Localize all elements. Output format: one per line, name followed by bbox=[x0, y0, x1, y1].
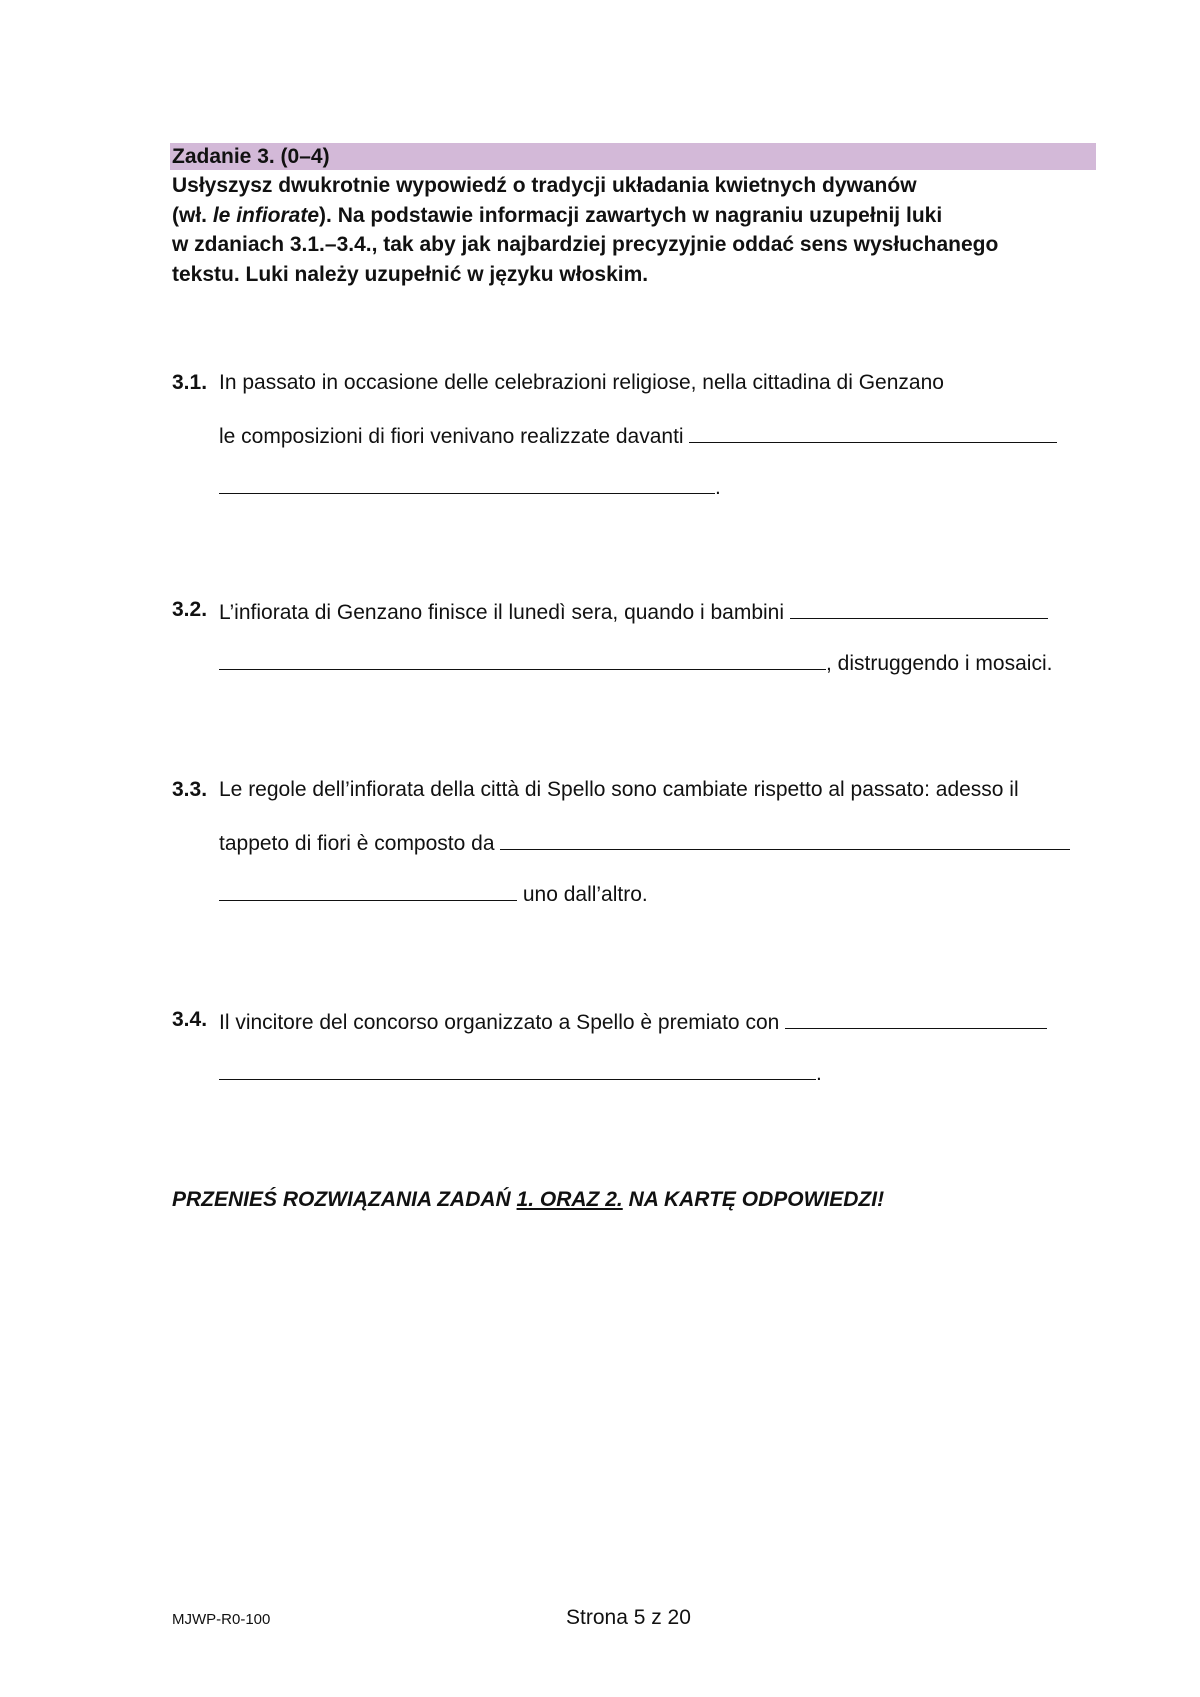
item-text: tappeto di fiori è composto da bbox=[219, 832, 501, 855]
answer-blank[interactable] bbox=[219, 649, 826, 670]
instruction-italic-term: le infiorate bbox=[212, 203, 320, 227]
item-text-with-gap bbox=[219, 1008, 1047, 1035]
item-number: 3.4. bbox=[172, 1008, 208, 1031]
instruction-line: tekstu. Luki należy uzupełnić w języku włoskim. bbox=[172, 262, 649, 286]
answer-blank[interactable] bbox=[219, 473, 715, 494]
task-instruction bbox=[172, 171, 1102, 289]
item-text: , distruggendo i mosaici. bbox=[826, 652, 1053, 675]
item-text: L’infiorata di Genzano finisce il lunedì sera, quando i bambini bbox=[219, 601, 790, 624]
note-text: PRZENIEŚ ROZWIĄZANIA ZADAŃ bbox=[172, 1188, 517, 1211]
item-text: Le regole dell’infiorata della città di Spello sono cambiate rispetto al passato: adesso il bbox=[219, 778, 1019, 801]
item-gap-line bbox=[219, 473, 721, 500]
item-text: Il vincitore del concorso organizzato a Spello è premiato con bbox=[219, 1011, 786, 1034]
item-text: In passato in occasione delle celebrazioni religiose, nella cittadina di Genzano bbox=[219, 371, 944, 394]
transfer-answers-note bbox=[172, 1188, 884, 1212]
item-text: uno dall’altro. bbox=[517, 883, 648, 906]
item-text-with-gap bbox=[219, 829, 1070, 856]
answer-blank[interactable] bbox=[785, 1008, 1047, 1029]
answer-blank[interactable] bbox=[500, 829, 1070, 850]
instruction-line: Usłyszysz dwukrotnie wypowiedź o tradycji układania kwietnych dywanów bbox=[172, 174, 917, 197]
item-text-with-gap bbox=[219, 598, 1048, 625]
item-number: 3.2. bbox=[172, 598, 208, 621]
note-text: NA KARTĘ ODPOWIEDZI! bbox=[622, 1188, 885, 1211]
item-gap-line bbox=[219, 649, 1052, 676]
item-text: . bbox=[816, 1062, 822, 1085]
answer-blank[interactable] bbox=[790, 598, 1048, 619]
exam-code: MJWP-R0-100 bbox=[172, 1611, 271, 1628]
answer-blank[interactable] bbox=[689, 422, 1057, 443]
item-text: le composizioni di fiori venivano realizzate davanti bbox=[219, 425, 690, 448]
item-text-with-gap bbox=[219, 422, 1057, 449]
item-gap-line bbox=[219, 880, 648, 907]
instruction-line: w zdaniach 3.1.–3.4., tak aby jak najbardziej precyzyjnie oddać sens wysłuchanego bbox=[172, 233, 999, 256]
page-number: Strona 5 z 20 bbox=[566, 1606, 691, 1629]
answer-blank[interactable] bbox=[219, 1059, 816, 1080]
item-gap-line bbox=[219, 1059, 822, 1086]
instruction-text: (wł. bbox=[172, 203, 213, 227]
answer-blank[interactable] bbox=[219, 880, 517, 901]
item-number: 3.1. bbox=[172, 371, 208, 394]
task-header: Zadanie 3. (0–4) bbox=[170, 143, 1096, 170]
note-task-reference: 1. ORAZ 2. bbox=[516, 1188, 623, 1211]
item-text: . bbox=[715, 476, 721, 499]
instruction-text: ). Na podstawie informacji zawartych w nagraniu uzupełnij luki bbox=[319, 203, 943, 227]
instruction-line bbox=[172, 201, 1102, 231]
item-number: 3.3. bbox=[172, 778, 208, 801]
